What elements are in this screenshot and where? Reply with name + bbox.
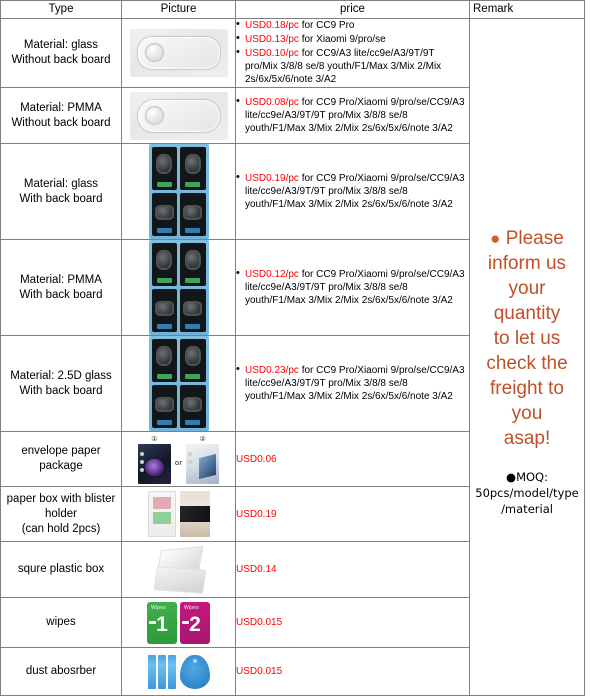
remark-line: to let us (493, 327, 561, 349)
board-cell (180, 243, 206, 286)
cell-picture-glass-strip (122, 19, 236, 88)
price-bullet-line (236, 268, 469, 307)
cell-picture-envelope (122, 432, 236, 487)
cell-price-paper-box (236, 487, 470, 542)
column-header-price: price (236, 1, 470, 19)
cell-picture-25d-board (122, 336, 236, 432)
price-amount: USD0.23/pc (245, 364, 299, 376)
wipe-one-number: 1 (156, 612, 168, 636)
picture-wrapper (122, 29, 235, 77)
wipe-two-caption: Wipes (184, 604, 199, 611)
blister-holder-image (148, 491, 176, 537)
cell-price-envelope (236, 432, 470, 487)
price-bullet-line (236, 19, 469, 32)
price-desc: for CC9 Pro/Xiaomi 9/pro/se/CC9/A3 lite/cc9e/A3/9T/9T pro/Mix 3/8/8 se/8 youth/F1/Max 3/Mix 2/Mix 2s/6x/5x/6/note 3/A2 (245, 268, 465, 306)
remark-line: freight to you (490, 377, 564, 424)
remark-content (470, 198, 584, 517)
cell-type-paper-box (1, 487, 122, 542)
type-line: wipes (46, 616, 76, 628)
bullet-icon: ● (490, 228, 501, 248)
board-cell (152, 147, 178, 190)
option-number-one-label: ① (151, 434, 158, 443)
cell-picture-pmma-strip (122, 88, 236, 144)
price-bullet-line (236, 47, 469, 86)
picture-wrapper (122, 491, 235, 537)
cell-price-glass-with-board (236, 144, 470, 240)
remark-line: your quantity (493, 277, 561, 324)
price-amount: USD0.015 (236, 666, 283, 677)
column-header-remark: Remark (470, 1, 585, 19)
price-desc: for CC9 Pro/Xiaomi 9/pro/se/CC9/A3 lite/cc9e/A3/9T/9T pro/Mix 3/8/8 se/8 youth/F1/Max 3/Mix 2/Mix 2s/6x/5x/6/note 3/A2 (245, 96, 465, 134)
cell-price-wipes (236, 598, 470, 648)
wipes-pair-image (147, 602, 210, 644)
remark-line (474, 226, 580, 251)
price-amount: USD0.13/pc (245, 34, 299, 45)
board-cell (152, 339, 178, 382)
price-bullet-line (236, 96, 469, 135)
lens-hole-icon (145, 106, 164, 125)
envelope-dots (188, 452, 193, 476)
price-amount: USD0.14 (236, 564, 277, 575)
cell-type-25d-glass-with-board (1, 336, 122, 432)
price-amount: USD0.19 (236, 508, 277, 520)
board-cell (180, 289, 206, 332)
type-line: Material: glass (23, 39, 99, 51)
paper-box-image (180, 491, 210, 537)
table-row (1, 19, 585, 88)
square-plastic-clamshell-image (151, 546, 207, 594)
picture-wrapper (122, 653, 235, 691)
cell-picture-dust-absorber (122, 648, 236, 696)
envelope-option-two (186, 435, 219, 484)
envelope-package-two-image (186, 444, 219, 484)
lens-protector-glass-strip-image (130, 29, 228, 77)
board-cell (180, 339, 206, 382)
cell-type-square-plastic-box (1, 542, 122, 598)
type-line: (can hold 2pcs) (21, 522, 101, 535)
board-cell (152, 193, 178, 236)
conjunction-label: or (174, 458, 183, 467)
board-cell (152, 385, 178, 428)
type-line: holder (45, 507, 77, 520)
cell-type-pmma-with-board (1, 240, 122, 336)
wipe-one-image (147, 602, 177, 644)
price-bullet-line (236, 172, 469, 211)
lens-protector-board-card-image (149, 240, 209, 335)
envelope-package-one-image (138, 444, 171, 484)
price-amount: USD0.08/pc (245, 96, 299, 108)
type-line: Without back board (11, 54, 111, 66)
table-header (1, 1, 585, 19)
remark-line: check the (486, 352, 568, 374)
type-line: squre plastic box (17, 563, 105, 575)
type-line: envelope paper (21, 445, 101, 457)
type-line: paper box with blister (6, 492, 116, 505)
lens-protector-pmma-strip-image (130, 92, 228, 140)
cell-type-glass-with-board (1, 144, 122, 240)
lens-hole-icon (145, 43, 164, 62)
cell-remark (470, 19, 585, 696)
envelope-option-one (138, 435, 171, 484)
cell-picture-plastic-box (122, 542, 236, 598)
dust-absorber-strips (148, 655, 176, 689)
dust-absorber-sticker (180, 655, 210, 689)
wipe-one-caption: Wipes (151, 604, 166, 611)
price-desc: for CC9 Pro/Xiaomi 9/pro/se/CC9/A3 lite/cc9e/A3/9T/9T pro/Mix 3/8/8 se/8 youth/F1/Max 3/Mix 2/Mix 2s/6x/5x/6/note 3/A2 (245, 172, 465, 210)
board-cell (180, 385, 206, 428)
type-line: package (39, 460, 83, 472)
lens-protector-board-card-image (149, 144, 209, 239)
picture-wrapper (122, 602, 235, 644)
cell-price-glass-no-board (236, 19, 470, 88)
envelope-dots (140, 452, 145, 476)
picture-wrapper (122, 92, 235, 140)
table-body (1, 19, 585, 696)
cell-type-wipes (1, 598, 122, 648)
price-desc: for CC9 Pro (298, 20, 355, 31)
board-cell (152, 289, 178, 332)
type-line: dust abosrber (25, 665, 97, 677)
picture-wrapper (122, 144, 235, 239)
cell-picture-wipes (122, 598, 236, 648)
cell-type-glass-no-board (1, 19, 122, 88)
clamshell-base (153, 566, 206, 593)
lens-protector-board-card-image (149, 336, 209, 431)
price-bullet-line (236, 364, 469, 403)
cell-price-dust-absorber (236, 648, 470, 696)
price-desc: for Xiaomi 9/pro/se (298, 34, 386, 45)
type-line: Material: PMMA (20, 101, 102, 114)
price-amount: USD0.10/pc (245, 48, 299, 59)
blister-slot (153, 497, 171, 509)
price-amount: USD0.015 (236, 617, 283, 628)
remark-text: Please (505, 227, 564, 249)
cell-type-dust-absorber (1, 648, 122, 696)
type-line: Material: 2.5D glass (10, 369, 112, 382)
envelope-package-pair-image (138, 435, 219, 484)
price-desc: for CC9 Pro/Xiaomi 9/pro/se/CC9/A3 lite/cc9e/A3/9T/9T pro/Mix 3/8/8 se/8 youth/F1/Max 3/Mix 2/Mix 2s/6x/5x/6/note 3/A2 (245, 364, 465, 402)
cell-price-plastic-box (236, 542, 470, 598)
dust-absorber-set-image (145, 653, 213, 691)
cell-picture-paper-box (122, 487, 236, 542)
type-line: With back board (19, 288, 103, 301)
price-desc: for CC9/A3 lite/cc9e/A3/9T/9T pro/Mix 3/8/8 se/8 youth/F1/Max 3/Mix 2/Mix 2s/6x/5x/6/note 3/A2 (245, 48, 442, 85)
type-line: With back board (19, 384, 103, 397)
board-cell (180, 193, 206, 236)
type-line: With back board (19, 192, 103, 205)
picture-wrapper (122, 240, 235, 335)
type-line: Without back board (11, 116, 111, 129)
type-line: Material: PMMA (20, 273, 102, 286)
remark-line: asap! (503, 427, 551, 449)
type-line: Material: glass (23, 177, 99, 190)
picture-wrapper (122, 435, 235, 484)
moq-note (474, 469, 580, 517)
price-amount: USD0.18/pc (245, 20, 299, 31)
column-header-picture: Picture (122, 1, 236, 19)
moq-label: ●MOQ: (506, 469, 548, 484)
picture-wrapper (122, 546, 235, 594)
cell-picture-glass-board (122, 144, 236, 240)
cell-picture-pmma-board (122, 240, 236, 336)
blister-slot (153, 512, 171, 524)
cell-type-envelope-package (1, 432, 122, 487)
paper-box-blister-pair-image (148, 491, 210, 537)
price-bullet-line (236, 33, 469, 46)
price-amount: USD0.12/pc (245, 268, 299, 280)
header-row (1, 1, 585, 19)
moq-value: 50pcs/model/type/material (475, 485, 579, 516)
remark-line: inform us (487, 252, 567, 274)
price-amount: USD0.19/pc (245, 172, 299, 184)
cell-price-pmma-no-board (236, 88, 470, 144)
column-header-type: Type (1, 1, 122, 19)
cell-price-25d-glass (236, 336, 470, 432)
price-amount: USD0.06 (236, 453, 277, 465)
picture-wrapper (122, 336, 235, 431)
cell-price-pmma-with-board (236, 240, 470, 336)
wipe-two-number: 2 (189, 612, 201, 636)
remark-headline (474, 226, 580, 451)
board-cell (152, 243, 178, 286)
board-cell (180, 147, 206, 190)
wipe-two-image (180, 602, 210, 644)
option-number-two-label: ② (199, 434, 206, 443)
cell-type-pmma-no-board (1, 88, 122, 144)
